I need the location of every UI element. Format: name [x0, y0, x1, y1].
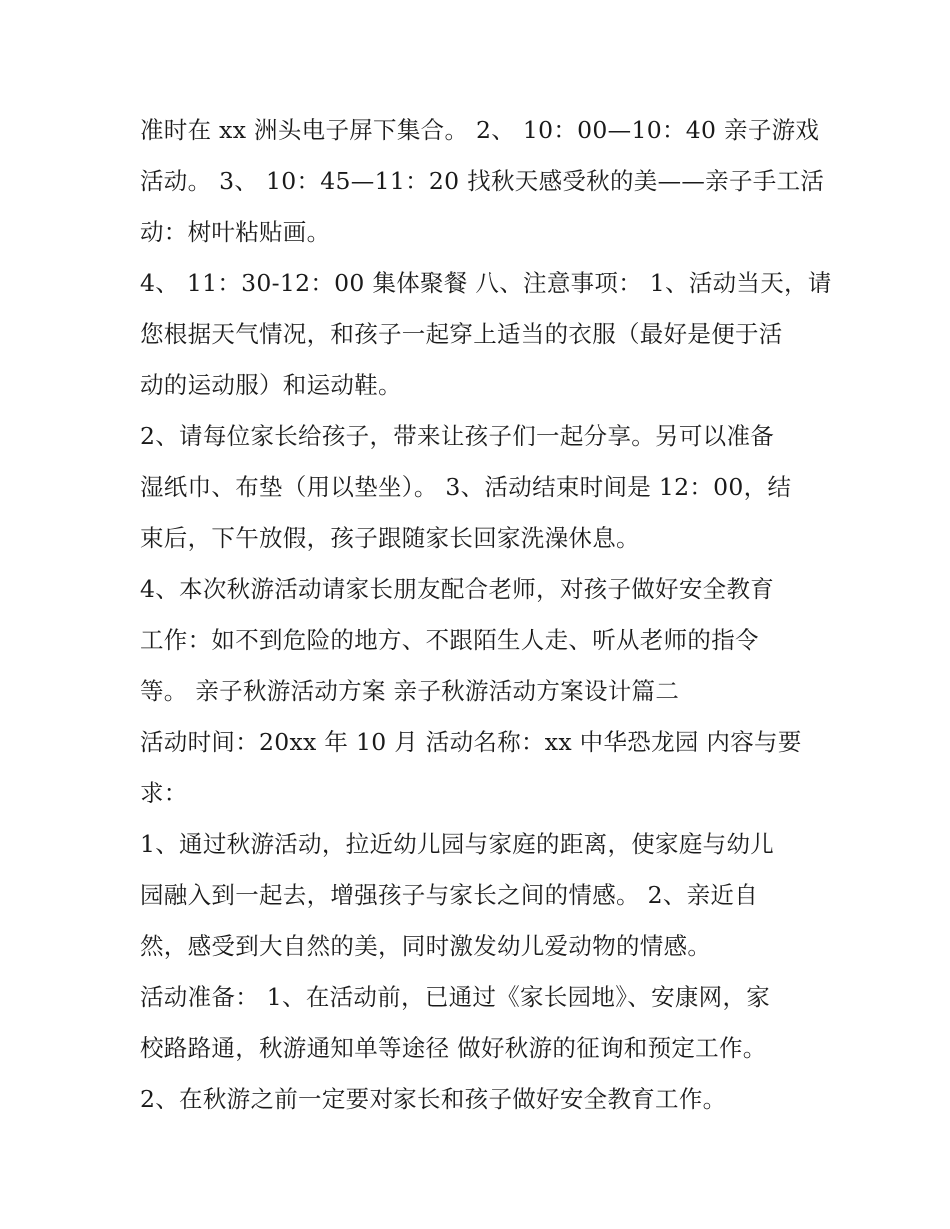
text-line-7: 2、请每位家长给孩子，带来让孩子们一起分享。另可以准备	[140, 422, 775, 450]
text-line-11: 工作：如不到危险的地方、不跟陌生人走、听从老师的指令	[140, 626, 759, 654]
text-line-5: 您根据天气情况，和孩子一起穿上适当的衣服（最好是便于活	[140, 320, 783, 348]
text-line-6: 动的运动服）和运动鞋。	[140, 371, 402, 399]
text-line-3: 动：树叶粘贴画。	[140, 218, 331, 246]
text-line-16: 园融入到一起去，增强孩子与家长之间的情感。 2、亲近自	[140, 881, 759, 909]
text-line-19: 校路路通，秋游通知单等途径 做好秋游的征询和预定工作。	[140, 1034, 767, 1062]
text-line-1: 准时在 xx 洲头电子屏下集合。 2、 10：00—10：40 亲子游戏	[140, 116, 820, 144]
text-line-4: 4、 11：30-12：00 集体聚餐 八、注意事项： 1、活动当天，请	[140, 269, 832, 297]
text-line-20: 2、在秋游之前一定要对家长和孩子做好安全教育工作。	[140, 1085, 727, 1113]
text-line-15: 1、通过秋游活动，拉近幼儿园与家庭的距离，使家庭与幼儿	[140, 830, 775, 858]
text-line-17: 然，感受到大自然的美，同时激发幼儿爱动物的情感。	[140, 932, 712, 960]
text-line-8: 湿纸巾、布垫（用以垫坐）。 3、活动结束时间是 12：00，结	[140, 473, 792, 501]
text-line-2: 活动。 3、 10：45—11：20 找秋天感受秋的美——亲子手工活	[140, 167, 825, 195]
text-line-14: 求：	[140, 779, 188, 807]
text-line-13: 活动时间：20xx 年 10 月 活动名称：xx 中华恐龙园 内容与要	[140, 728, 802, 756]
text-line-10: 4、本次秋游活动请家长朋友配合老师，对孩子做好安全教育	[140, 575, 775, 603]
text-line-12: 等。 亲子秋游活动方案 亲子秋游活动方案设计篇二	[140, 677, 680, 705]
text-line-9: 束后，下午放假，孩子跟随家长回家洗澡休息。	[140, 524, 640, 552]
text-line-18: 活动准备： 1、在活动前，已通过《家长园地》、安康网，家	[140, 983, 771, 1011]
